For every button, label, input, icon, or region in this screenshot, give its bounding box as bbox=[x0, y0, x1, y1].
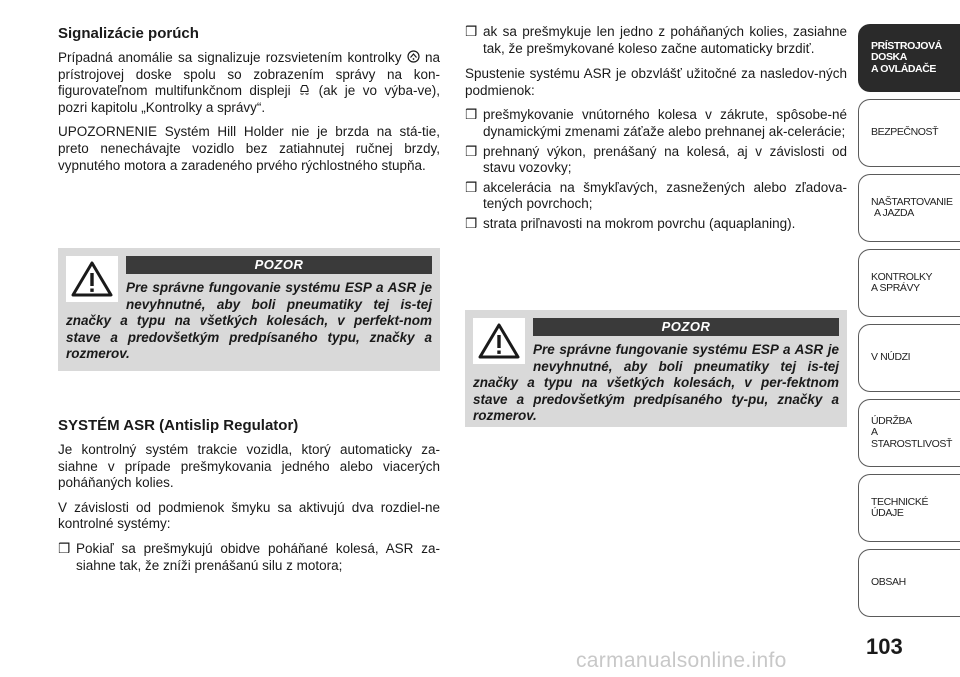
left-column-asr bbox=[58, 416, 440, 577]
warning-text: Pre správne fungovanie systému ESP a ASR je nevyhnutné, aby boli pneumatiky tej is-tej značky a typu na všetkých kolesách, v per-fektnom stave a predovšetkým predpísaného ty-pu, značky a rozmerov. bbox=[473, 342, 839, 424]
tab-bezpecnost[interactable]: BEZPEČNOSŤ bbox=[858, 99, 960, 167]
tab-udrzba[interactable]: ÚDRŽBA A STAROSTLIVOSŤ bbox=[858, 399, 960, 467]
list-item: ❒ Pokiaľ sa prešmykujú obidve poháňané kolesá, ASR za-siahne tak, že zníži prenášanú silu z motora; bbox=[58, 540, 440, 573]
warning-triangle-icon bbox=[66, 256, 118, 302]
checkbox-bullet-icon: ❒ bbox=[465, 143, 478, 159]
tab-nastartovanie[interactable]: NAŠTARTOVANIE A JAZDA bbox=[858, 174, 960, 242]
checkbox-bullet-icon: ❒ bbox=[465, 215, 478, 231]
left-column bbox=[58, 24, 440, 182]
paragraph-fault-signal bbox=[58, 50, 440, 116]
esp-warning-lamp-icon bbox=[407, 50, 420, 65]
warning-title: POZOR bbox=[533, 318, 839, 336]
warning-box-2 bbox=[465, 310, 847, 427]
tab-v-nudzi[interactable]: V NÚDZI bbox=[858, 324, 960, 392]
skidding-car-display-icon bbox=[298, 83, 311, 98]
warning-title: POZOR bbox=[126, 256, 432, 274]
text-fault-b: na prístrojovej doske spolu so zobrazením správy na kon-figurovateľnom multifunkčnom displeji bbox=[58, 50, 440, 99]
checkbox-bullet-icon: ❒ bbox=[465, 107, 478, 123]
paragraph-asr-intro: Je kontrolný systém trakcie vozidla, ktorý automaticky za-siahne v prípade prešmykovania jedného alebo viacerých poháňaných kolies. bbox=[58, 442, 440, 491]
text-fault-c: (ak je vo výba-ve), pozri kapitolu „Kontrolky a správy“. bbox=[58, 83, 440, 115]
list-item: ❒ prehnaný výkon, prenášaný na kolesá, aj v závislosti od stavu vozovky; bbox=[465, 143, 847, 176]
tab-pristrojova-doska[interactable]: PRÍSTROJOVÁ DOSKA A OVLÁDAČE bbox=[858, 24, 960, 92]
tab-technicke-udaje[interactable]: TECHNICKÉ ÚDAJE bbox=[858, 474, 960, 542]
tab-kontrolky[interactable]: KONTROLKY A SPRÁVY bbox=[858, 249, 960, 317]
list-item: ❒ prešmykovanie vnútorného kolesa v zákrute, spôsobe-né dynamickými zmenami záťaže alebo prehnanej ak-celerácie; bbox=[465, 107, 847, 139]
chapter-tabs bbox=[858, 24, 960, 624]
paragraph-asr-conditions: Spustenie systému ASR je obzvlášť užitočné za nasledov-ných podmienok: bbox=[465, 66, 847, 98]
paragraph-asr-systems: V závislosti od podmienok šmyku sa aktivujú dva rozdiel-ne kontrolné systémy: bbox=[58, 499, 440, 532]
watermark: carmanualsonline.info bbox=[576, 649, 787, 672]
text-fault-a: Prípadná anomálie sa signalizuje rozsvietením kontrolky bbox=[58, 50, 407, 65]
heading-faults: Signalizácie porúch bbox=[58, 25, 199, 42]
checkbox-bullet-icon: ❒ bbox=[58, 540, 71, 556]
checkbox-bullet-icon: ❒ bbox=[465, 24, 478, 39]
list-item: ❒ ak sa prešmykuje len jedno z poháňaných kolies, zasiahne tak, že prešmykované koleso začne automaticky brzdiť. bbox=[465, 24, 847, 56]
warning-box-1 bbox=[58, 248, 440, 371]
list-item: ❒ strata priľnavosti na mokrom povrchu (aquaplaning). bbox=[465, 215, 796, 231]
tab-obsah[interactable]: OBSAH bbox=[858, 549, 960, 617]
right-column bbox=[465, 24, 847, 236]
heading-asr: SYSTÉM ASR (Antislip Regulator) bbox=[58, 417, 299, 434]
list-item: ❒ akcelerácia na šmykľavých, zasnežených alebo zľadova-tených povrchoch; bbox=[465, 179, 847, 212]
checkbox-bullet-icon: ❒ bbox=[465, 179, 478, 195]
paragraph-hill-holder-note: UPOZORNENIE Systém Hill Holder nie je brzda na stá-tie, preto nenechávajte vozidlo bez zatiahnutej ručnej brzdy, vypnutého motora a zaradeného prvého rýchlostného stupňa. bbox=[58, 124, 440, 173]
warning-text: Pre správne fungovanie systému ESP a ASR je nevyhnutné, aby boli pneumatiky tej is-tej značky a typu na všetkých kolesách, v perfekt-nom stave a predovšetkým predpísaného typu, značky a rozmerov. bbox=[66, 280, 432, 362]
page-number: 103 bbox=[866, 634, 903, 659]
warning-triangle-icon bbox=[473, 318, 525, 364]
